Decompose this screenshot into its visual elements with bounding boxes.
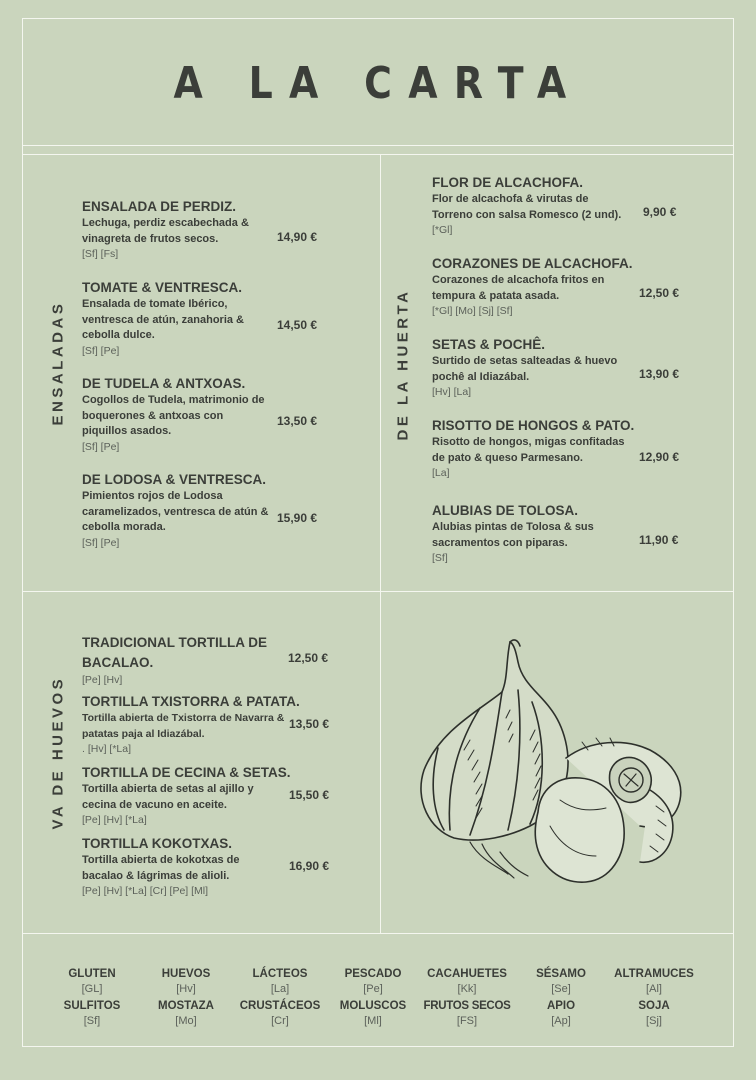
item-allergens: [Pe] [Hv] [*La] (82, 814, 147, 826)
legend-code: [Se] (551, 983, 571, 995)
item-name: BACALAO. (82, 655, 154, 670)
item-allergens: [Sf] (432, 552, 448, 564)
item-description: cecina de vacuno en aceite. (82, 798, 227, 811)
item-description: Risotto de hongos, migas confitadas (432, 436, 625, 448)
menu-item (82, 835, 240, 899)
legend-code: [Hv] (176, 983, 196, 995)
item-description: Tortilla abierta de Txistorra de Navarra & (82, 712, 285, 724)
legend-name: SÉSAMO (536, 968, 586, 980)
item-description: Tortilla abierta de setas al ajillo y (82, 783, 254, 795)
item-description: Pimientos rojos de Lodosa (82, 490, 223, 502)
item-allergens: [Hv] [La] (432, 386, 472, 398)
legend-item (141, 999, 231, 1029)
item-price: 12,50 € (288, 651, 329, 665)
legend-code: [Al] (646, 983, 662, 995)
item-allergens: [Sf] [Pe] (82, 536, 120, 549)
item-allergens: [Sf] [Fs] (82, 248, 119, 260)
item-name: ALUBIAS DE TOLOSA. (432, 503, 579, 518)
legend-code: [Ml] (364, 1015, 382, 1027)
garlic-illustration (410, 630, 700, 910)
item-price: 16,90 € (289, 859, 330, 873)
item-name: TRADICIONAL TORTILLA DE (82, 635, 267, 650)
item-name: FLOR DE ALCACHOFA. (432, 175, 583, 190)
item-description: Tortilla abierta de kokotxas de (82, 854, 240, 866)
legend-name: SOJA (638, 1000, 670, 1012)
page-title: A LA CARTA (173, 58, 583, 109)
divider (22, 591, 734, 592)
item-name: DE TUDELA & ANTXOAS. (82, 376, 246, 391)
menu-item (82, 764, 291, 828)
legend-name: CACAHUETES (427, 968, 507, 980)
item-price: 14,90 € (277, 230, 318, 244)
item-price: 9,90 € (643, 205, 677, 219)
item-name: TORTILLA DE CECINA & SETAS. (82, 765, 291, 780)
item-description: Cogollos de Tudela, matrimonio de (82, 394, 265, 406)
item-description: Torreno con salsa Romesco (2 und). (432, 208, 622, 221)
divider (380, 154, 381, 933)
item-allergens: [*Gl] (432, 224, 453, 236)
legend-item (235, 967, 325, 997)
legend-code: [GL] (81, 983, 103, 995)
legend-item (609, 999, 699, 1029)
legend-item (141, 967, 231, 997)
legend-name: MOLUSCOS (339, 1000, 407, 1012)
item-allergens: [Pe] [Hv] (82, 674, 123, 686)
item-description: cebolla dulce. (82, 329, 155, 341)
item-description: vinagreta de frutos secos. (82, 232, 219, 245)
menu-item (82, 279, 244, 359)
menu-item (432, 502, 594, 566)
item-description: tempura & patata asada. (432, 289, 560, 302)
divider (22, 933, 734, 934)
menu-item (432, 336, 617, 400)
legend-item (422, 967, 512, 997)
item-allergens: [Sf] [Pe] (82, 440, 120, 453)
item-description: cebolla morada. (82, 521, 166, 533)
item-price: 15,90 € (277, 511, 318, 525)
legend-item (47, 967, 137, 997)
menu-item (432, 174, 621, 238)
legend-name: HUEVOS (161, 968, 211, 980)
divider (22, 154, 734, 155)
item-allergens: [Pe] [Hv] [*La] [Cr] [Pe] [Ml] (82, 885, 209, 897)
menu-item (82, 633, 267, 688)
item-name: TORTILLA KOKOTXAS. (82, 836, 232, 851)
item-description: Surtido de setas salteadas & huevo (432, 355, 618, 367)
legend-item (328, 999, 418, 1029)
legend-item (235, 999, 325, 1029)
item-name: ENSALADA DE PERDIZ. (82, 199, 237, 214)
legend-name: CRUSTÁCEOS (239, 1000, 321, 1012)
legend-item (516, 967, 606, 997)
legend-code: [Sj] (646, 1015, 662, 1027)
item-price: 14,50 € (277, 318, 318, 332)
menu-item (82, 375, 265, 455)
menu-item (82, 693, 300, 757)
menu-item (432, 255, 633, 319)
legend-code: [Ap] (551, 1015, 571, 1027)
section-label-ensaladas: ENSALADAS (49, 300, 67, 426)
item-description: ventresca de atún, zanahoria & (82, 313, 244, 326)
item-description: Alubias pintas de Tolosa & sus (432, 521, 594, 533)
item-price: 13,90 € (639, 367, 680, 381)
item-description: caramelizados, ventresca de atún & (82, 505, 269, 518)
item-name: TORTILLA TXISTORRA & PATATA. (82, 694, 300, 709)
legend-code: [Kk] (457, 983, 477, 995)
legend-name: LÁCTEOS (252, 968, 308, 980)
item-description: de pato & queso Parmesano. (432, 451, 583, 464)
legend-item (47, 999, 137, 1029)
item-allergens: [*Gl] [Mo] [Sj] [Sf] (432, 305, 513, 317)
item-price: 11,90 € (639, 533, 679, 547)
section-label-huerta: DE LA HUERTA (394, 288, 412, 441)
legend-name: SULFITOS (63, 1000, 121, 1012)
item-description: piquillos asados. (82, 425, 172, 437)
item-allergens: [Sf] [Pe] (82, 344, 120, 357)
legend-code: [Cr] (271, 1015, 289, 1027)
item-description: bacalao & lágrimas de alioli. (82, 869, 230, 882)
item-price: 15,50 € (289, 788, 330, 802)
item-description: pochê al Idiazábal. (432, 370, 530, 383)
section-label-huevos: VA DE HUEVOS (49, 675, 67, 830)
legend-code: [Pe] (363, 983, 383, 995)
item-price: 12,50 € (639, 286, 680, 300)
legend-name: MOSTAZA (157, 1000, 214, 1012)
item-name: TOMATE & VENTRESCA. (82, 280, 243, 295)
item-allergens: [La] (432, 467, 450, 479)
item-price: 12,90 € (639, 450, 680, 464)
menu-item (432, 417, 634, 481)
menu-item (82, 471, 268, 551)
item-price: 13,50 € (289, 717, 330, 731)
legend-code: [Mo] (175, 1015, 197, 1027)
item-name: SETAS & POCHÊ. (432, 337, 546, 352)
legend-code: [La] (270, 983, 290, 995)
item-description: Lechuga, perdiz escabechada & (82, 217, 249, 229)
legend-item (422, 999, 512, 1029)
legend-item (609, 967, 699, 997)
legend-item (516, 999, 606, 1029)
legend-name: FRUTOS SECOS (423, 1000, 511, 1012)
item-allergens: . [Hv] [*La] (82, 743, 132, 755)
item-description: patatas paja al Idiazábal. (82, 727, 205, 740)
item-name: CORAZONES DE ALCACHOFA. (432, 256, 633, 271)
item-description: Ensalada de tomate Ibérico, (82, 298, 228, 310)
item-description: sacramentos con piparas. (432, 536, 568, 549)
legend-item (328, 967, 418, 997)
legend-name: ALTRAMUCES (614, 968, 694, 980)
legend-code: [FS] (456, 1015, 478, 1027)
menu-item (82, 198, 249, 262)
item-description: boquerones & antxoas con (82, 409, 224, 422)
legend-name: PESCADO (344, 968, 402, 980)
item-name: RISOTTO DE HONGOS & PATO. (432, 418, 635, 433)
legend-name: APIO (546, 1000, 576, 1012)
item-description: Flor de alcachofa & virutas de (432, 193, 589, 205)
legend-code: [Sf] (83, 1015, 101, 1027)
divider (22, 145, 734, 146)
legend-name: GLUTEN (68, 968, 116, 980)
item-price: 13,50 € (277, 414, 318, 428)
item-name: DE LODOSA & VENTRESCA. (82, 472, 267, 487)
item-description: Corazones de alcachofa fritos en (432, 274, 605, 286)
